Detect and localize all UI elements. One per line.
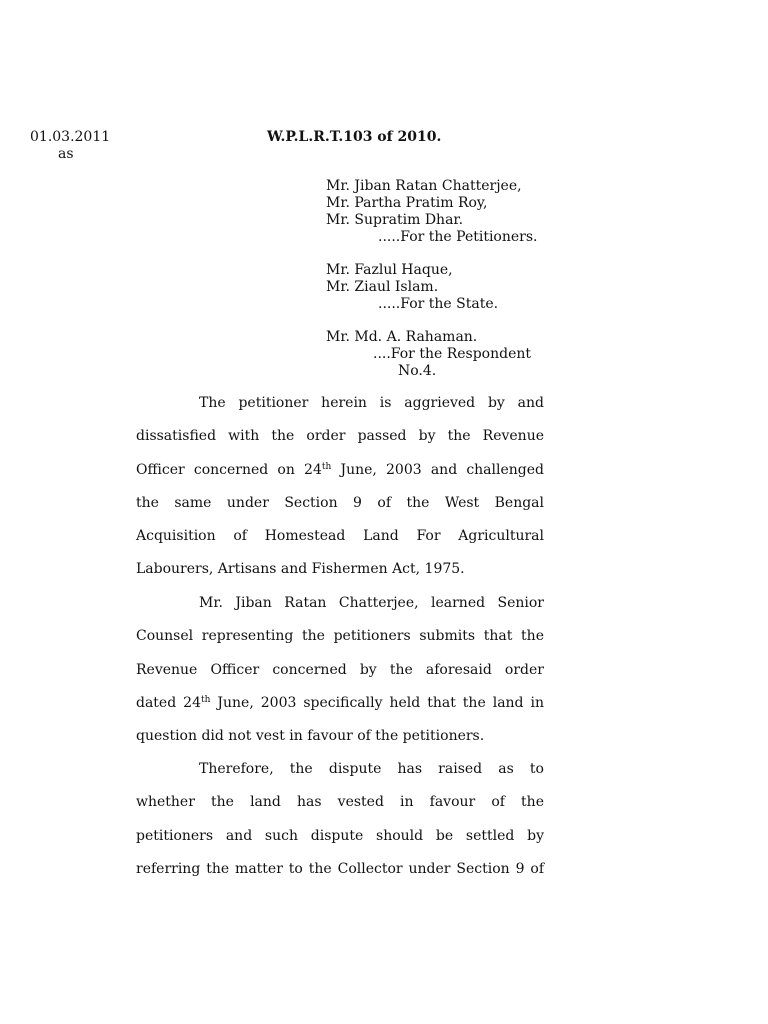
text-line: whether the land has vested in favour of the xyxy=(136,794,544,811)
text-line: Officer concerned on 24th June, 2003 and challenged xyxy=(136,461,544,478)
order-as-label: as xyxy=(58,146,74,162)
text-line: the same under Section 9 of the West Bengal xyxy=(136,494,544,511)
order-date: 01.03.2011 xyxy=(30,129,111,145)
counsel-name: Mr. Md. A. Rahaman. xyxy=(326,329,478,345)
counsel-name: Mr. Ziaul Islam. xyxy=(326,279,439,295)
text-line: referring the matter to the Collector under Section 9 of xyxy=(136,860,544,877)
paragraph-2 xyxy=(136,587,544,753)
text-line: Labourers, Artisans and Fishermen Act, 1975. xyxy=(136,561,465,578)
counsel-name: Mr. Jiban Ratan Chatterjee, xyxy=(326,178,522,194)
text-line: dissatisfied with the order passed by the Revenue xyxy=(136,428,544,445)
counsel-name: Mr. Supratim Dhar. xyxy=(326,212,464,228)
respondent-counsel-block xyxy=(326,329,531,380)
counsel-role: .....For the Petitioners. xyxy=(378,229,538,245)
case-title: W.P.L.R.T.103 of 2010. xyxy=(267,129,442,145)
counsel-name: Mr. Partha Pratim Roy, xyxy=(326,195,488,211)
counsel-role-continued: No.4. xyxy=(398,363,437,379)
ordinal-superscript: th xyxy=(200,694,211,705)
paragraph-3 xyxy=(136,753,544,886)
text-line: Revenue Officer concerned by the aforesaid order xyxy=(136,661,544,678)
counsel-role: .....For the State. xyxy=(378,296,499,312)
state-counsel-block xyxy=(326,262,498,313)
paragraph-1 xyxy=(136,387,544,587)
counsel-name: Mr. Fazlul Haque, xyxy=(326,262,453,278)
text-line: petitioners and such dispute should be settled by xyxy=(136,827,544,844)
text-line: question did not vest in favour of the petitioners. xyxy=(136,728,485,745)
counsel-role: ....For the Respondent xyxy=(373,346,532,362)
text-line: Counsel representing the petitioners submits that the xyxy=(136,628,544,645)
text-line: The petitioner herein is aggrieved by and xyxy=(199,395,544,411)
text-line: dated 24th June, 2003 specifically held that the land in xyxy=(136,694,544,711)
text-line: Mr. Jiban Ratan Chatterjee, learned Senior xyxy=(199,595,544,611)
text-line: Acquisition of Homestead Land For Agricultural xyxy=(136,528,544,545)
petitioners-counsel-block xyxy=(326,178,538,246)
ordinal-superscript: th xyxy=(321,461,332,472)
text-line: Therefore, the dispute has raised as to xyxy=(199,761,544,777)
